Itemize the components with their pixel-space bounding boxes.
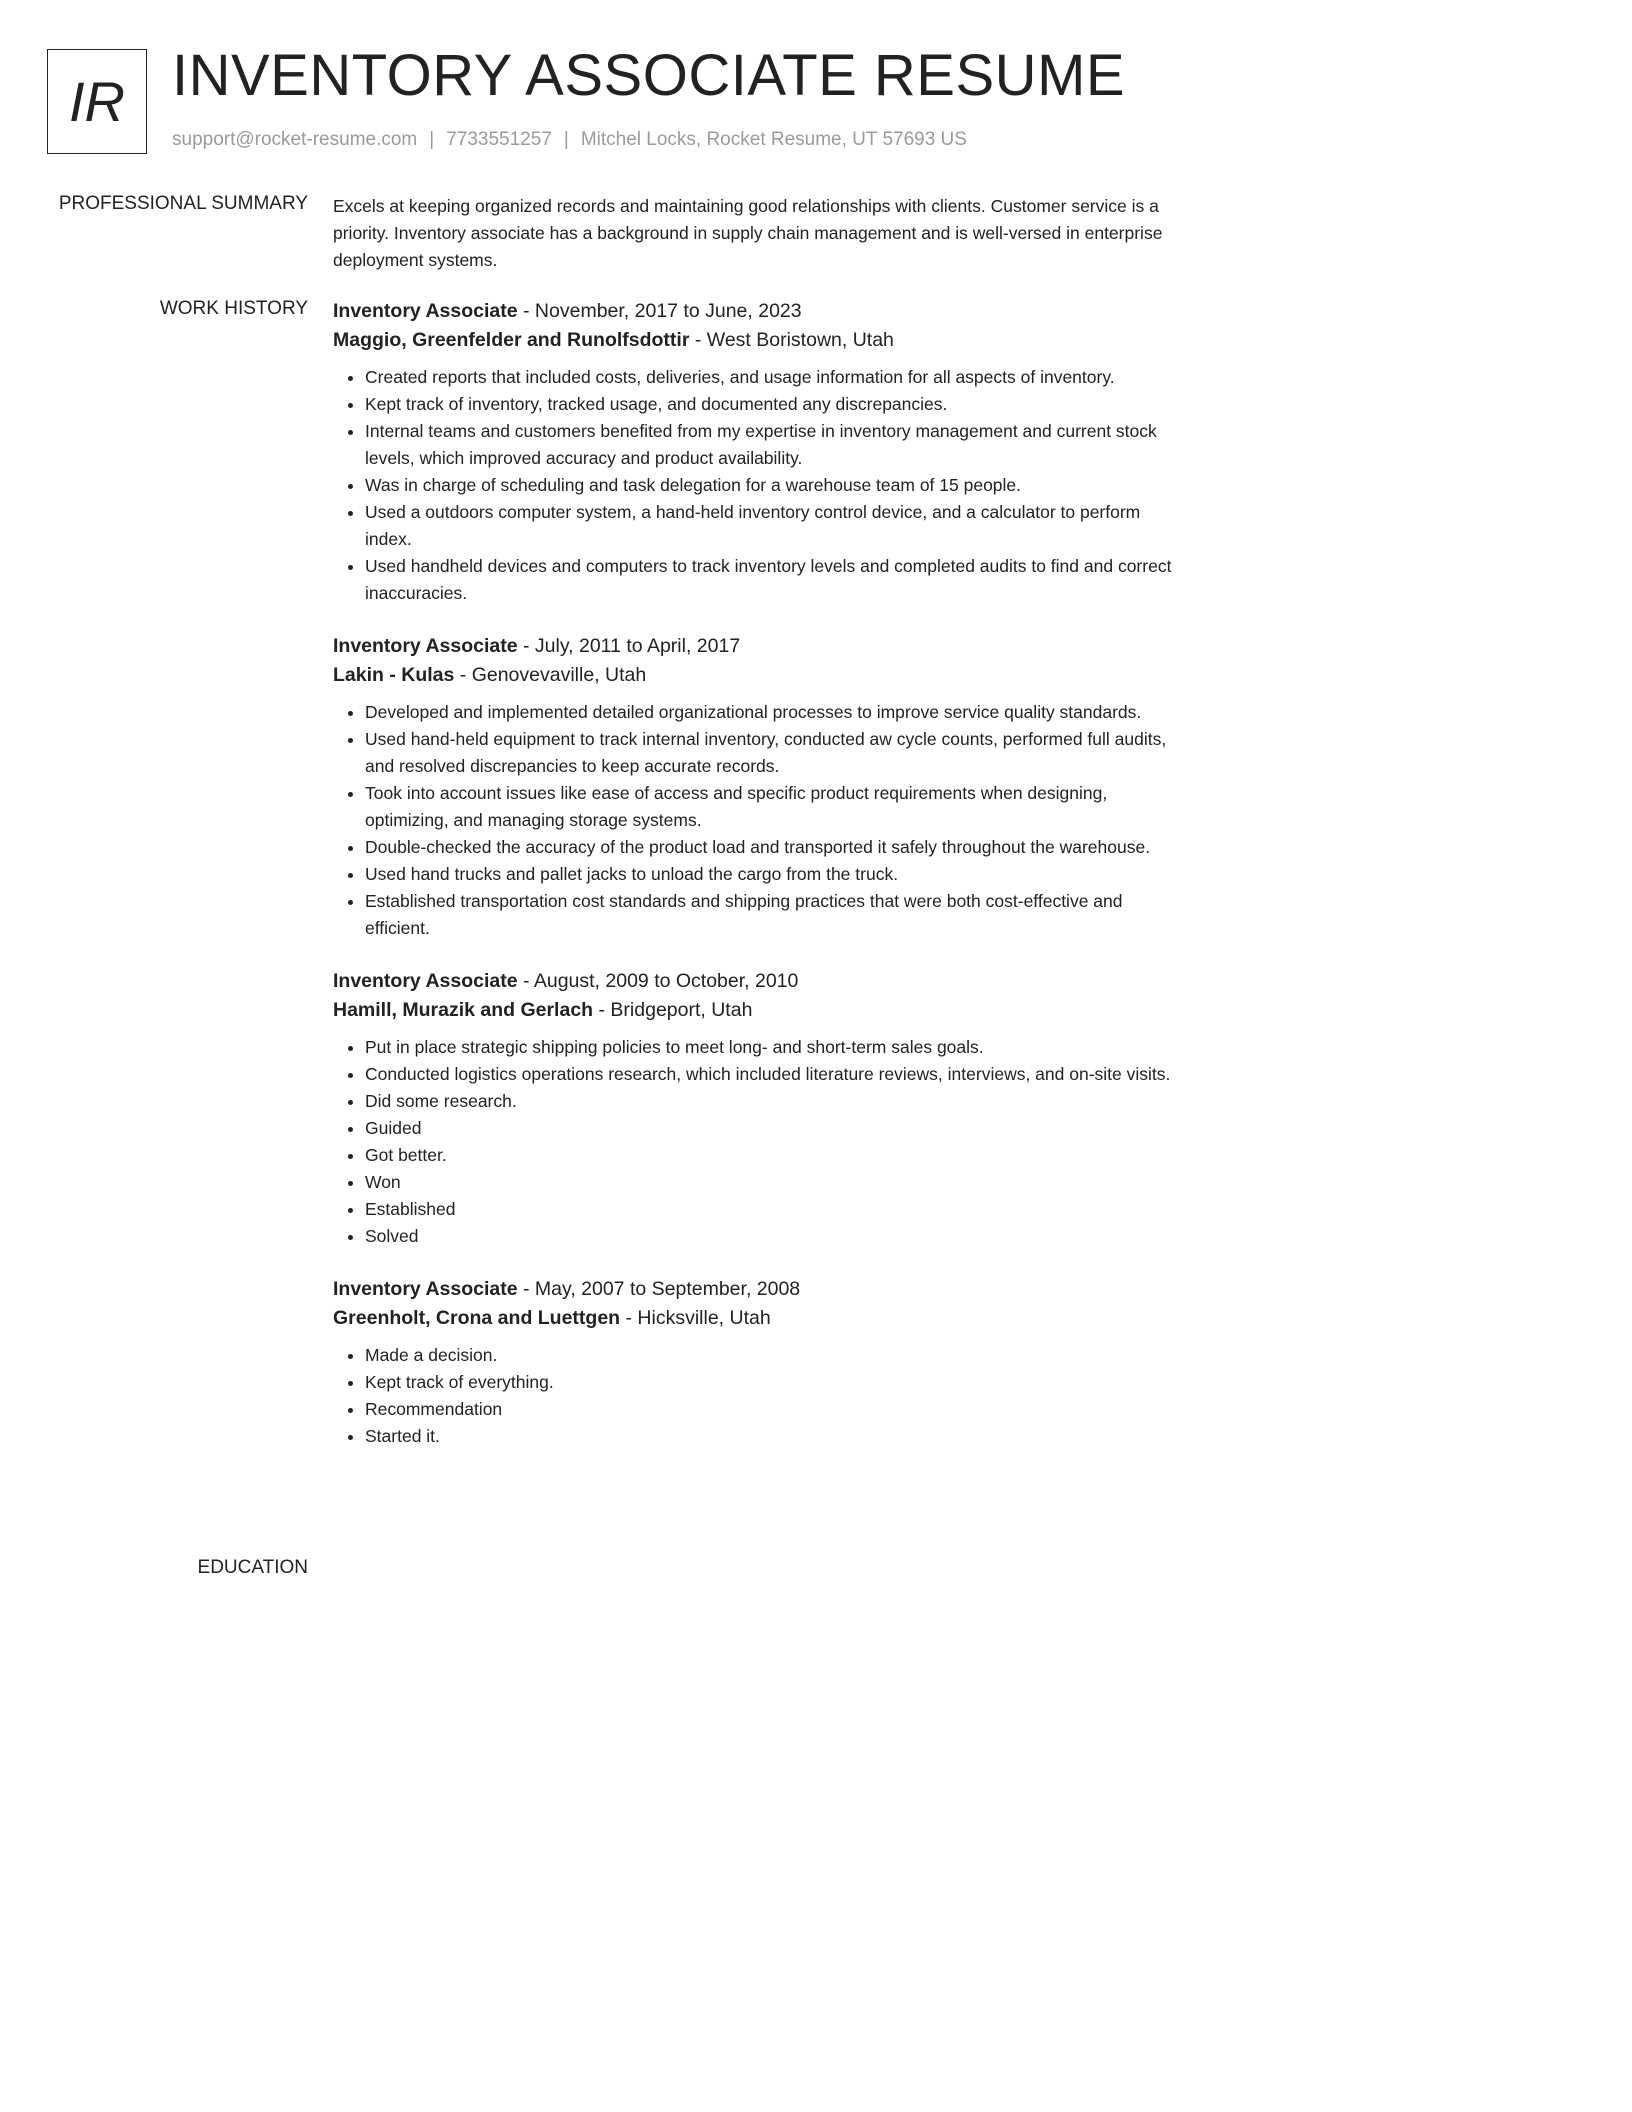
summary-text: Excels at keeping organized records and maintaining good relationships with clients. Customer service is a priority. Inventory associate has a background in supply chain management and is well-versed in enterprise deployment systems. <box>333 196 1163 270</box>
job-bullet: • Developed and implemented detailed organizational processes to improve service quality standards. <box>365 699 1173 726</box>
job-bullet: • Made a decision. <box>365 1342 1173 1369</box>
company-name: Hamill, Murazik and Gerlach <box>333 999 594 1021</box>
job-header <box>333 1275 1173 1304</box>
job-bullet: • Kept track of inventory, tracked usage, and documented any discrepancies. <box>365 391 1173 418</box>
job-header <box>333 632 1173 661</box>
company-name: Greenholt, Crona and Luettgen <box>333 1307 621 1329</box>
job-bullet: • Used hand trucks and pallet jacks to unload the cargo from the truck. <box>365 861 1173 888</box>
job-bullet: • Used hand-held equipment to track internal inventory, conducted aw cycle counts, performed full audits, and resolved discrepancies to keep accurate records. <box>365 726 1173 780</box>
job-entry <box>333 297 1173 607</box>
work-history-body <box>333 297 1173 1475</box>
job-bullet-list <box>333 1342 1173 1450</box>
job-bullet: • Kept track of everything. <box>365 1369 1173 1396</box>
job-bullet: • Conducted logistics operations research, which included literature reviews, interviews, and on-site visits. <box>365 1061 1173 1088</box>
job-bullet: • Won <box>365 1169 1173 1196</box>
job-bullet: • Internal teams and customers benefited from my expertise in inventory management and current stock levels, which improved accuracy and product availability. <box>365 418 1173 472</box>
summary-body <box>333 193 1173 274</box>
company-name: Lakin - Kulas <box>333 664 455 686</box>
job-employer <box>333 996 1173 1025</box>
job-employer <box>333 1304 1173 1333</box>
contact-email: support@rocket-resume.com <box>172 129 418 150</box>
job-location: - Hicksville, Utah <box>620 1307 771 1329</box>
job-bullet: • Used a outdoors computer system, a hand-held inventory control device, and a calculator to perform index. <box>365 499 1173 553</box>
company-name: Maggio, Greenfelder and Runolfsdottir <box>333 329 690 351</box>
job-bullet: • Guided <box>365 1115 1173 1142</box>
section-label-work-history: WORK HISTORY <box>159 298 308 319</box>
job-bullet: • Did some research. <box>365 1088 1173 1115</box>
job-title: Inventory Associate <box>333 635 518 657</box>
job-location: - Genovevaville, Utah <box>454 664 647 686</box>
job-employer <box>333 661 1173 690</box>
job-title: Inventory Associate <box>333 300 518 322</box>
job-bullet: • Solved <box>365 1223 1173 1250</box>
monogram-logo: IR <box>47 49 147 154</box>
job-bullet-list <box>333 364 1173 607</box>
job-location: - West Boristown, Utah <box>689 329 894 351</box>
job-bullet: • Created reports that included costs, deliveries, and usage information for all aspects of inventory. <box>365 364 1173 391</box>
resume-title: INVENTORY ASSOCIATE RESUME <box>172 43 1126 108</box>
job-entry <box>333 1275 1173 1450</box>
job-dates: - May, 2007 to September, 2008 <box>517 1278 801 1300</box>
job-bullet: • Double-checked the accuracy of the product load and transported it safely throughout the warehouse. <box>365 834 1173 861</box>
job-bullet: • Got better. <box>365 1142 1173 1169</box>
job-bullet: • Used handheld devices and computers to track inventory levels and completed audits to find and correct inaccuracies. <box>365 553 1173 607</box>
job-employer <box>333 326 1173 355</box>
job-entry <box>333 967 1173 1250</box>
job-header <box>333 967 1173 996</box>
contact-address: Mitchel Locks, Rocket Resume, UT 57693 US <box>580 129 967 150</box>
job-bullet: • Started it. <box>365 1423 1173 1450</box>
job-dates: - August, 2009 to October, 2010 <box>517 970 799 992</box>
contact-phone: 7733551257 <box>446 129 552 150</box>
job-bullet-list <box>333 1034 1173 1250</box>
job-bullet: • Established transportation cost standards and shipping practices that were both cost-effective and efficient. <box>365 888 1173 942</box>
job-title: Inventory Associate <box>333 1278 518 1300</box>
section-label-education: EDUCATION <box>197 1557 308 1578</box>
job-dates: - November, 2017 to June, 2023 <box>517 300 802 322</box>
job-dates: - July, 2011 to April, 2017 <box>517 635 741 657</box>
job-title: Inventory Associate <box>333 970 518 992</box>
job-location: - Bridgeport, Utah <box>593 999 753 1021</box>
job-bullet: • Recommendation <box>365 1396 1173 1423</box>
job-bullet-list <box>333 699 1173 942</box>
contact-separator: | <box>563 129 569 150</box>
job-entry <box>333 632 1173 942</box>
job-bullet: • Established <box>365 1196 1173 1223</box>
job-bullet: • Put in place strategic shipping policies to meet long- and short-term sales goals. <box>365 1034 1173 1061</box>
section-label-summary: PROFESSIONAL SUMMARY <box>58 193 308 214</box>
job-header <box>333 297 1173 326</box>
job-bullet: • Was in charge of scheduling and task delegation for a warehouse team of 15 people. <box>365 472 1173 499</box>
job-bullet: • Took into account issues like ease of access and specific product requirements when designing, optimizing, and managing storage systems. <box>365 780 1173 834</box>
contact-line <box>172 129 967 151</box>
contact-separator: | <box>429 129 435 150</box>
